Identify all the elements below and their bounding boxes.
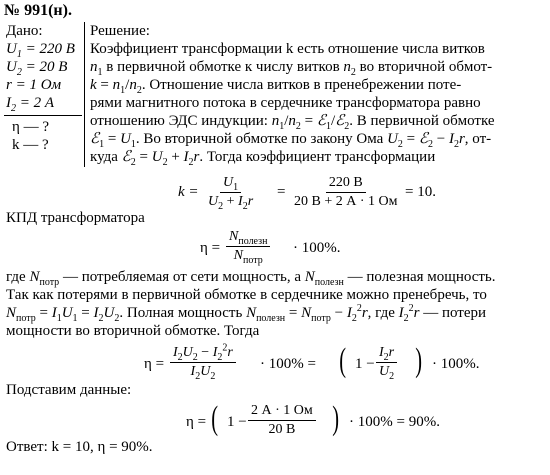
eta-equation-lhs: η = bbox=[200, 240, 221, 256]
k-equation-result: = 10. bbox=[405, 184, 436, 200]
given-divider bbox=[4, 115, 82, 116]
given-question-k: k — ? bbox=[12, 137, 49, 153]
given-u1: $U_1 = 220$ В bbox=[6, 41, 75, 60]
k-equation-lhs: k = bbox=[178, 184, 199, 200]
substitute-title: Подставим данные: bbox=[6, 382, 132, 398]
left-paren-2: ( bbox=[211, 400, 219, 437]
solution-line-6: ℰ$_1$ = $U_1$. Во вторичной обмотке по закону Ома $U_2$ = ℰ$_2$ − $I_2r$, от- bbox=[90, 131, 492, 150]
right-paren-2: ) bbox=[332, 400, 340, 437]
paragraph-line-4: мощности во вторичной обмотке. Тогда bbox=[6, 323, 260, 339]
given-i2: $I_2 = 2$ А bbox=[6, 95, 55, 114]
given-question-eta: η — ? bbox=[12, 119, 50, 135]
eta2-end: · 100%. bbox=[432, 356, 480, 372]
given-r: r = 1 Ом bbox=[6, 77, 62, 93]
eta2-middle: · 100% = bbox=[260, 356, 316, 372]
k-fraction-numeric: 220 В 20 В + 2 А · 1 Ом bbox=[294, 175, 398, 209]
given-header: Дано: bbox=[6, 23, 43, 39]
solution-line-2: $n_1$ в первичной обмотке к числу витков $n_2$ во вторичной обмот- bbox=[90, 59, 493, 78]
eta3-end: · 100% = 90%. bbox=[349, 414, 440, 430]
answer: Ответ: k = 10, η = 90%. bbox=[6, 439, 153, 455]
eta3-lhs: η = bbox=[186, 414, 207, 430]
eta3-fraction: 2 А · 1 Ом 20 В bbox=[248, 403, 316, 438]
left-paren: ( bbox=[339, 342, 347, 379]
eta-fraction: $N_{полезн}$ $N_{потр}$ bbox=[226, 229, 270, 264]
solution-line-7: куда ℰ$_2$ = $U_2 + I_2r$. Тогда коэффициент трансформации bbox=[90, 149, 436, 168]
solution-line-4: рями магнитного потока в сердечнике трансформатора равно bbox=[90, 95, 481, 111]
paragraph-line-3: $N_{потр} = I_1U_1 = I_2U_2$. Полная мощность $N_{полезн} = N_{потр} - I_2^2r$, где $I_2^2r$ — потери bbox=[6, 303, 487, 324]
one-minus-2: 1 − bbox=[227, 414, 247, 430]
kpd-title: КПД трансформатора bbox=[6, 210, 145, 226]
given-vertical-divider bbox=[84, 22, 85, 167]
eta2-fraction: $\frac{I_2U_2 - I_2^2r}{I_2U_2}$ bbox=[170, 345, 236, 380]
paragraph-line-2: Так как потерями в первичной обмотке в сердечнике можно пренебречь, то bbox=[6, 287, 487, 303]
eta2-lhs: η = bbox=[144, 356, 165, 372]
solution-line-3: $k = n_1/n_2$. Отношение числа витков в пренебрежении поте- bbox=[90, 77, 462, 96]
one-minus: 1 − bbox=[355, 356, 375, 372]
given-u2: $U_2 = 20$ В bbox=[6, 59, 68, 78]
eta-equation-result: · 100%. bbox=[293, 240, 341, 256]
right-paren: ) bbox=[415, 342, 423, 379]
equals-sign: = bbox=[277, 184, 286, 200]
problem-number: № 991(н). bbox=[4, 2, 72, 19]
solution-header: Решение: bbox=[90, 23, 150, 39]
paragraph-line-1: где $N_{потр}$ — потребляемая от сети мощность, а $N_{полезн}$ — полезная мощность. bbox=[6, 269, 496, 288]
solution-line-1: Коэффициент трансформации k есть отношение числа витков bbox=[90, 41, 485, 57]
k-fraction-symbolic: $\frac{U_1}{U_2 + I_2r}$ bbox=[208, 175, 254, 212]
eta2-inner-fraction: $\frac{I_2r}{U_2}$ bbox=[376, 345, 397, 380]
solution-line-5: отношению ЭДС индукции: $n_1/n_2$ = ℰ$_1$/ℰ$_2$. В первичной обмотке bbox=[90, 113, 495, 132]
